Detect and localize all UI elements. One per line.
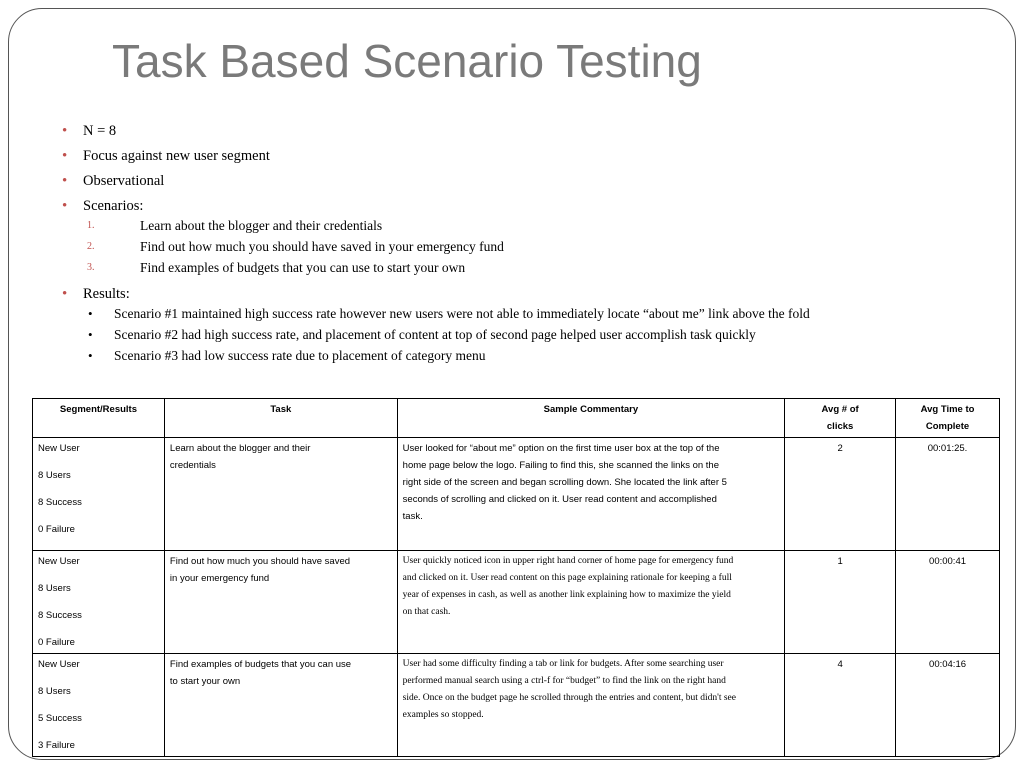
segment-line: 5 Success <box>38 713 82 724</box>
segment-line: 8 Success <box>38 610 82 621</box>
segment-cell <box>33 551 165 654</box>
segment-line: 8 Users <box>38 470 71 481</box>
time-cell: 00:00:41 <box>896 551 1000 654</box>
header-task: Task <box>164 399 397 438</box>
result-item: • Scenario #3 had low success rate due to placement of category menu <box>62 347 992 368</box>
header-segment: Segment/Results <box>33 399 165 438</box>
segment-line: 0 Failure <box>38 637 75 648</box>
table-row <box>33 551 1000 654</box>
table-header-row <box>33 399 1000 438</box>
bullet-focus: • Focus against new user segment <box>62 146 992 171</box>
task-line: Find out how much you should have saved <box>169 556 351 567</box>
commentary-line: User had some difficulty finding a tab or link for budgets. After some searching user <box>402 659 724 669</box>
scenario-number: 2. <box>87 241 95 252</box>
commentary-cell <box>397 551 785 654</box>
segment-line: 0 Failure <box>38 524 75 535</box>
header-clicks <box>785 399 896 438</box>
results-table <box>32 398 1000 757</box>
segment-cell <box>33 654 165 757</box>
time-cell: 00:01:25. <box>896 438 1000 551</box>
scenario-text: Find examples of budgets that you can use to start your own <box>140 260 466 275</box>
scenario-text: Find out how much you should have saved in your emergency fund <box>140 239 504 254</box>
task-cell <box>164 654 397 757</box>
header-clicks-line2: clicks <box>826 421 854 432</box>
task-line: Learn about the blogger and their <box>169 443 311 454</box>
segment-line: New User <box>38 556 80 567</box>
commentary-line: year of expenses in cash, as well as another link explaining how to maximize the yield <box>402 590 731 600</box>
slide-title: Task Based Scenario Testing <box>112 35 702 87</box>
header-time <box>896 399 1000 438</box>
scenario-item <box>62 238 992 259</box>
segment-line: New User <box>38 659 80 670</box>
commentary-cell <box>397 438 785 551</box>
bullet-scenarios: • Scenarios: <box>62 196 992 217</box>
segment-line: 8 Users <box>38 686 71 697</box>
commentary-line: User quickly noticed icon in upper right hand corner of home page for emergency fund <box>402 556 734 566</box>
commentary-line: on that cash. <box>402 607 451 617</box>
header-time-line1: Avg Time to <box>920 404 975 415</box>
commentary-line: examples so stopped. <box>402 710 484 720</box>
segment-line: New User <box>38 443 80 454</box>
clicks-cell: 2 <box>785 438 896 551</box>
segment-cell <box>33 438 165 551</box>
task-line: in your emergency fund <box>169 573 270 584</box>
task-cell <box>164 551 397 654</box>
scenario-item <box>62 259 992 280</box>
clicks-cell: 1 <box>785 551 896 654</box>
commentary-line: right side of the screen and began scrolling down. She located the link after 5 <box>402 477 727 488</box>
segment-line: 3 Failure <box>38 740 75 751</box>
header-commentary: Sample Commentary <box>397 399 785 438</box>
scenario-text: Learn about the blogger and their credentials <box>140 218 383 233</box>
commentary-line: User looked for “about me” option on the first time user box at the top of the <box>402 443 720 454</box>
bullet-list <box>62 121 992 368</box>
commentary-cell <box>397 654 785 757</box>
header-time-line2: Complete <box>925 421 970 432</box>
bullet-results: • Results: <box>62 284 992 305</box>
scenario-number: 3. <box>87 262 95 273</box>
task-cell <box>164 438 397 551</box>
segment-line: 8 Users <box>38 583 71 594</box>
result-item: • Scenario #1 maintained high success rate however new users were not able to immediately locate “about me” link above the fold <box>62 305 992 326</box>
bullet-observational: • Observational <box>62 171 992 196</box>
header-clicks-line1: Avg # of <box>821 404 859 415</box>
time-cell: 00:04:16 <box>896 654 1000 757</box>
commentary-line: side. Once on the budget page he scrolled through the entries and content, but didn't see <box>402 693 736 703</box>
scenario-number: 1. <box>87 220 95 231</box>
commentary-line: performed manual search using a ctrl-f for “budget” to find the link on the right hand <box>402 676 726 686</box>
scenario-item <box>62 217 992 238</box>
table-row <box>33 438 1000 551</box>
result-item: • Scenario #2 had high success rate, and placement of content at top of second page helped user accomplish task quickly <box>62 326 992 347</box>
table-row <box>33 654 1000 757</box>
task-line: to start your own <box>169 676 241 687</box>
commentary-line: seconds of scrolling and clicked on it. User read content and accomplished <box>402 494 717 505</box>
clicks-cell: 4 <box>785 654 896 757</box>
commentary-line: task. <box>402 511 423 522</box>
task-line: Find examples of budgets that you can use <box>169 659 352 670</box>
task-line: credentials <box>169 460 216 471</box>
segment-line: 8 Success <box>38 497 82 508</box>
bullet-n: • N = 8 <box>62 121 992 146</box>
commentary-line: and clicked on it. User read content on this page explaining rationale for keeping a full <box>402 573 732 583</box>
commentary-line: home page below the logo. Failing to find this, she scanned the links on the <box>402 460 719 471</box>
